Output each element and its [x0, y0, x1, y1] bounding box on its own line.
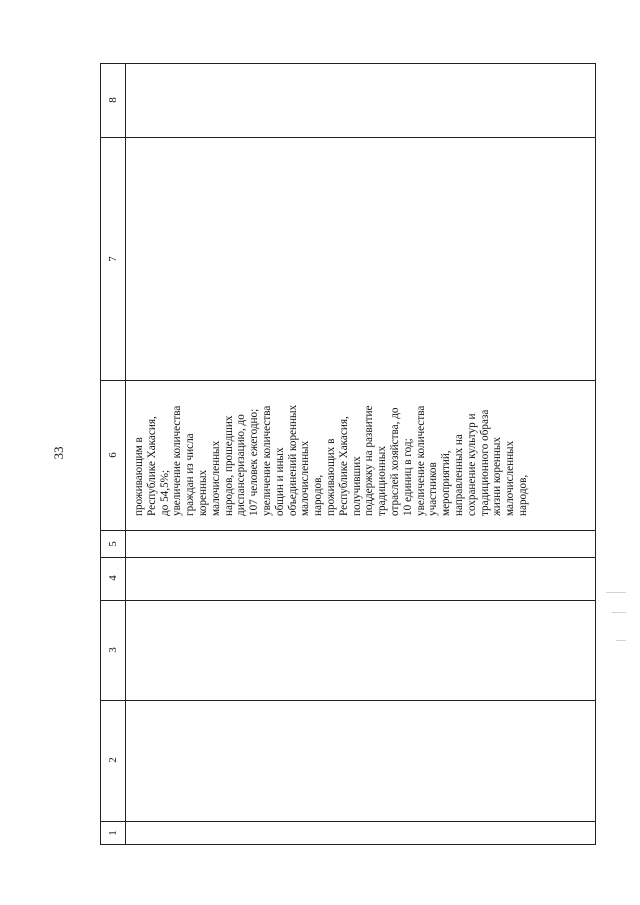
column-6-line: коренных: [196, 469, 209, 516]
column-6-line: увеличение количества: [171, 405, 184, 516]
column-header-7: 7: [107, 256, 119, 262]
column-6-line: малочисленных: [299, 440, 312, 516]
column-6-line: малочисленных: [209, 440, 222, 516]
column-6-line: 107 человек ежегодно;: [248, 408, 261, 516]
column-6-line: 10 единиц в год;: [401, 438, 414, 516]
column-6-line: поддержку на развитие: [363, 405, 376, 516]
column-6-text: [133, 76, 529, 516]
column-header-5: 5: [107, 541, 119, 547]
column-6-line: получивших: [350, 456, 363, 516]
column-6-line: граждан из числа: [184, 433, 197, 516]
column-6-cell: [125, 379, 595, 529]
column-header-2: 2: [107, 757, 119, 763]
column-6-line: общин и иных: [273, 447, 286, 516]
column-6-line: до 54,5%;: [158, 469, 171, 516]
column-6-line: Республике Хакасия,: [337, 416, 350, 516]
column-header-1: 1: [107, 830, 119, 836]
column-6-line: традиционных: [376, 446, 389, 516]
column-6-line: мероприятий,: [440, 450, 453, 516]
column-6-line: увеличение количества: [414, 405, 427, 516]
column-header-6: 6: [107, 452, 119, 458]
column-6-line: проживающим в: [133, 437, 145, 516]
scan-artifact-mark: [606, 592, 626, 593]
column-6-line: направленных на: [452, 434, 465, 516]
column-header-4: 4: [107, 575, 119, 581]
row-divider-4-3: [101, 600, 595, 601]
column-6-line: увеличение количества: [260, 405, 273, 516]
column-6-line: народов, прошедших: [222, 415, 235, 516]
column-6-line: Республике Хакасия,: [145, 416, 158, 516]
column-6-line: народов,: [312, 474, 325, 516]
column-6-line: диспансеризацию, до: [235, 414, 248, 516]
column-6-line: объединений коренных: [286, 404, 299, 516]
page-number: 33: [51, 446, 66, 460]
column-6-line: традиционного образа: [478, 409, 491, 516]
column-6-line: народов,: [516, 474, 529, 516]
column-header-8: 8: [107, 97, 119, 103]
column-6-line: участников: [427, 462, 440, 516]
row-divider-3-2: [101, 700, 595, 701]
row-divider-6-5: [101, 530, 595, 531]
row-divider-5-4: [101, 557, 595, 558]
column-6-line: отраслей хозяйства, до: [388, 407, 401, 516]
column-6-line: проживающих в: [324, 438, 337, 516]
column-6-line: малочисленных: [504, 440, 517, 516]
scan-artifact-mark: [612, 612, 626, 613]
column-header-3: 3: [107, 647, 119, 653]
scan-artifact-mark: [616, 640, 626, 641]
row-divider-2-1: [101, 821, 595, 822]
column-6-line: сохранение культур и: [465, 413, 478, 516]
column-6-line: жизни коренных: [491, 436, 504, 516]
